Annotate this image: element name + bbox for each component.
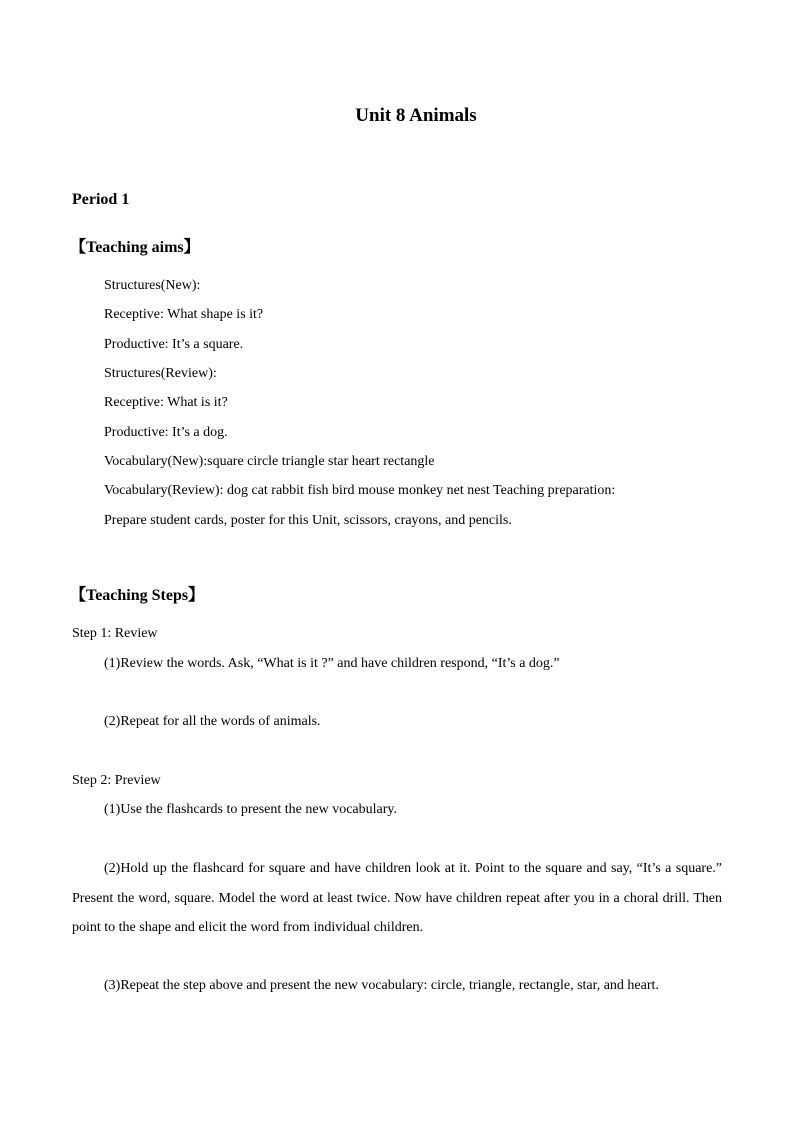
aims-line: Prepare student cards, poster for this Unit, scissors, crayons, and pencils.	[104, 513, 512, 528]
aims-line: Structures(Review):	[104, 366, 217, 381]
step-2-item-2: (2)Hold up the flashcard for square and have children look at it. Point to the square and say, “It’s a square.” Present the word, square. Model the word at least twice. Now have children repeat after you in a choral drill. Then point to the shape and elicit the word from individual children.	[72, 861, 722, 935]
aims-line: Receptive: What shape is it?	[104, 307, 264, 322]
aims-line: Productive: It’s a square.	[104, 337, 244, 352]
teaching-aims-heading: 【Teaching aims】	[70, 239, 200, 256]
step-1-heading: Step 1: Review	[72, 626, 158, 641]
document-title: Unit 8 Animals	[355, 105, 477, 126]
step-2-item-1: (1)Use the flashcards to present the new vocabulary.	[104, 802, 397, 817]
aims-line: Vocabulary(Review): dog cat rabbit fish bird mouse monkey net nest Teaching preparation:	[104, 483, 616, 498]
step-2-heading: Step 2: Preview	[72, 773, 161, 788]
aims-line: Vocabulary(New):square circle triangle star heart rectangle	[104, 454, 435, 469]
period-heading: Period 1	[72, 191, 130, 208]
step-2-item-3: (3)Repeat the step above and present the new vocabulary: circle, triangle, rectangle, star, and heart.	[104, 978, 659, 993]
teaching-steps-heading: 【Teaching Steps】	[70, 587, 205, 604]
aims-line: Structures(New):	[104, 278, 201, 293]
step-1-item-2: (2)Repeat for all the words of animals.	[104, 714, 321, 729]
aims-line: Productive: It’s a dog.	[104, 425, 228, 440]
aims-line: Receptive: What is it?	[104, 395, 228, 410]
step-1-item-1: (1)Review the words. Ask, “What is it ?” and have children respond, “It’s a dog.”	[104, 656, 560, 671]
